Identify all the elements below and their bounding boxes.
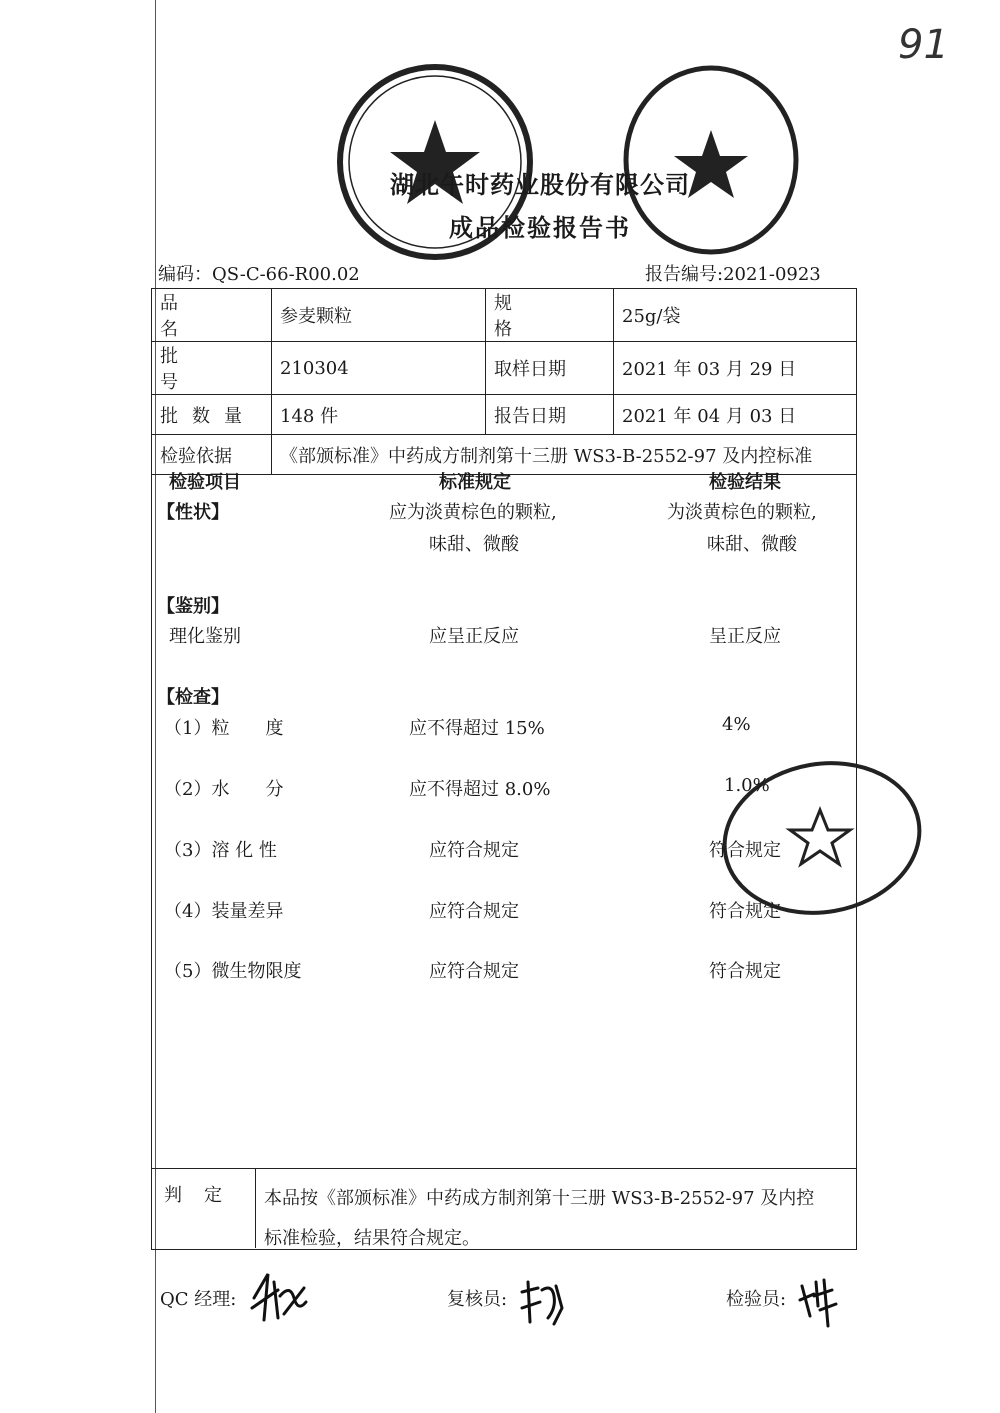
inspection-row-4-result: 符合规定 <box>709 901 781 922</box>
report-date-label: 报告日期 <box>486 395 614 435</box>
inspection-row-4-standard: 应符合规定 <box>429 901 519 922</box>
table-row <box>152 289 857 342</box>
inspection-row-3-item: （3）溶 化 性 <box>164 840 277 861</box>
verdict-label: 判定 <box>152 1169 256 1248</box>
product-name-value: 参麦颗粒 <box>272 289 486 342</box>
basis-value: 《部颁标准》中药成方制剂第十三册 WS3-B-2552-97 及内控标准 <box>272 435 857 475</box>
column-header-item: 检验项目 <box>169 472 241 493</box>
inspection-row-1-result: 4% <box>722 714 751 735</box>
identification-item: 理化鉴别 <box>169 626 241 647</box>
inspector-signature <box>798 1276 840 1332</box>
inspection-body <box>151 458 857 1168</box>
sampling-date-label: 取样日期 <box>486 342 614 395</box>
product-info-table <box>151 288 857 475</box>
sampling-date-value: 2021 年 03 月 29 日 <box>614 342 857 395</box>
qc-manager-signature <box>248 1268 310 1328</box>
product-name-label: 品名 <box>152 289 272 342</box>
verdict-line-1: 本品按《部颁标准》中药成方制剂第十三册 WS3-B-2552-97 及内控 <box>264 1188 815 1209</box>
verdict-box <box>151 1168 857 1250</box>
inspection-row-2-result: 1.0% <box>724 775 770 796</box>
table-row <box>152 342 857 395</box>
batch-label: 批号 <box>152 342 272 395</box>
spec-label: 规格 <box>486 289 614 342</box>
column-header-standard: 标准规定 <box>439 472 511 493</box>
identification-result: 呈正反应 <box>709 626 781 647</box>
section-appearance-title: 【性状】 <box>157 502 229 523</box>
section-identification-title: 【鉴别】 <box>157 596 229 617</box>
qc-manager-label: QC 经理: <box>160 1289 237 1310</box>
basis-label: 检验依据 <box>152 435 272 475</box>
table-row <box>152 395 857 435</box>
verdict-line-2: 标准检验，结果符合规定。 <box>264 1228 480 1249</box>
appearance-result-line1: 为淡黄棕色的颗粒, <box>667 502 817 523</box>
report-number: 报告编号:2021-0923 <box>645 264 821 285</box>
document-code: 编码：QS-C-66-R00.02 <box>158 264 360 285</box>
appearance-result-line2: 味甜、微酸 <box>707 534 797 555</box>
inspection-row-1-item: （1）粒 度 <box>164 718 284 739</box>
page-number: 91 <box>898 22 949 68</box>
inspection-row-1-standard: 应不得超过 15% <box>409 718 545 739</box>
inspector-label: 检验员: <box>726 1289 787 1310</box>
batch-value: 210304 <box>272 342 486 395</box>
inspection-row-5-result: 符合规定 <box>709 961 781 982</box>
reviewer-label: 复核员: <box>447 1289 508 1310</box>
inspection-row-3-result: 符合规定 <box>709 840 781 861</box>
report-title: 成品检验报告书 <box>449 213 631 242</box>
inspection-row-5-standard: 应符合规定 <box>429 961 519 982</box>
spec-value: 25g/袋 <box>614 289 857 342</box>
report-date-value: 2021 年 04 月 03 日 <box>614 395 857 435</box>
inspection-row-4-item: （4）装量差异 <box>164 901 284 922</box>
company-name: 湖北午时药业股份有限公司 <box>390 170 690 199</box>
appearance-standard-line2: 味甜、微酸 <box>429 534 519 555</box>
batch-quantity-value: 148 件 <box>272 395 486 435</box>
identification-standard: 应呈正反应 <box>429 626 519 647</box>
inspection-row-3-standard: 应符合规定 <box>429 840 519 861</box>
section-inspection-title: 【检查】 <box>157 687 229 708</box>
appearance-standard-line1: 应为淡黄棕色的颗粒, <box>389 502 557 523</box>
inspection-row-2-item: （2）水 分 <box>164 779 284 800</box>
batch-quantity-label: 批数量 <box>152 395 272 435</box>
verdict-text <box>264 1179 849 1259</box>
inspection-row-5-item: （5）微生物限度 <box>164 961 302 982</box>
inspection-row-2-standard: 应不得超过 8.0% <box>409 779 551 800</box>
reviewer-signature <box>518 1278 566 1328</box>
column-header-result: 检验结果 <box>709 472 781 493</box>
